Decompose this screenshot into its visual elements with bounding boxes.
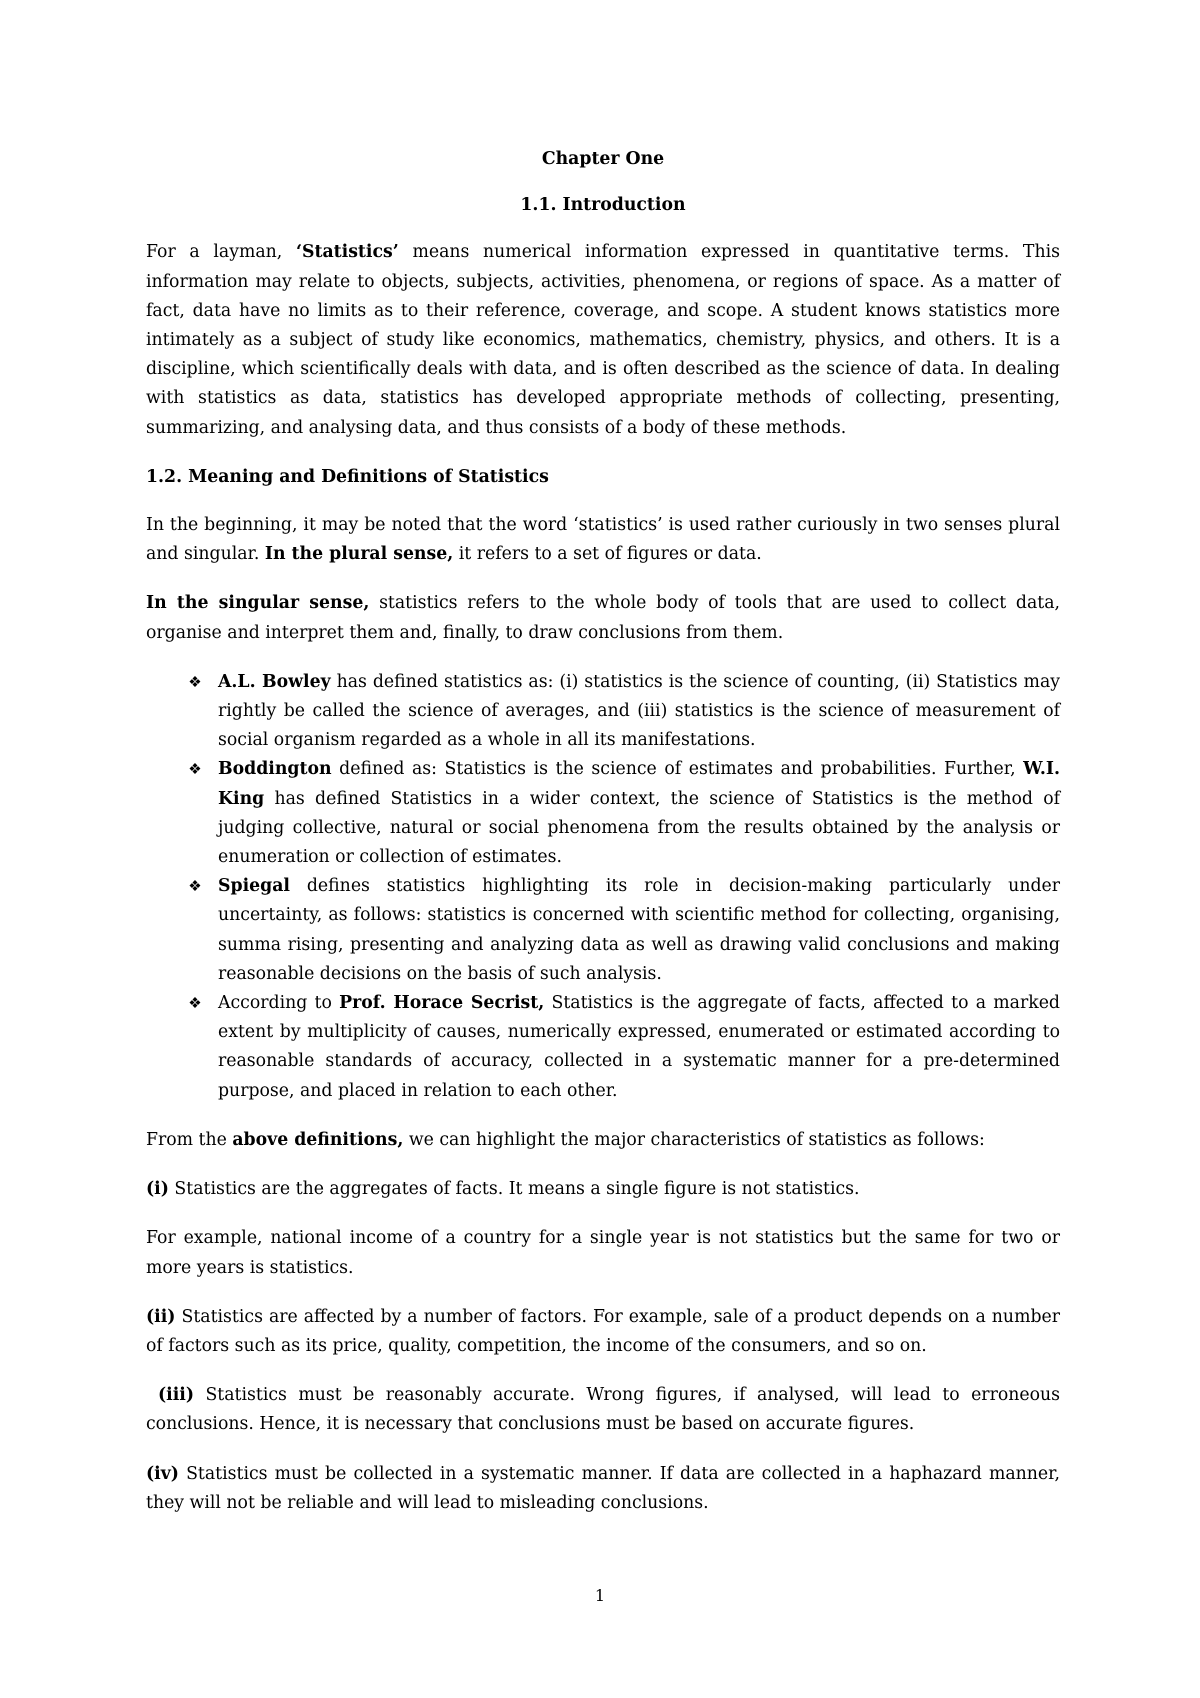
definition-item	[146, 872, 1060, 989]
characteristic-label: (ii)	[146, 1306, 176, 1327]
characteristic-text: Statistics are affected by a number of factors. For example, sale of a product depends on a number of factors such as its price, quality, competition, the income of the consumers, and so on.	[146, 1306, 1060, 1356]
definitions-list	[146, 668, 1060, 1106]
characteristic-text: Statistics must be reasonably accurate. Wrong figures, if analysed, will lead to erroneous conclusions. Hence, it is necessary that conclusions must be based on accurate figures.	[146, 1385, 1060, 1435]
characteristics-intro-pre: From the	[146, 1129, 233, 1150]
characteristics-intro-bold: above definitions,	[232, 1129, 404, 1150]
singular-sense-term: In the singular sense,	[146, 593, 370, 614]
plural-sense-term: In the plural sense,	[264, 544, 454, 565]
characteristic-i	[146, 1175, 1060, 1204]
definition-author: W.I. King	[218, 759, 1060, 809]
intro-term: ‘Statistics’	[295, 242, 399, 263]
definition-text: defines statistics highlighting its role in decision-making particularly under uncertainty, as follows: statistics is concerned with scientific method for collecting, organising, summa rising, presenting and analyzing data as well as drawing valid conclusions and making reasonable decisions on the basis of such analysis.	[218, 876, 1060, 984]
definition-text: has defined statistics as: (i) statistics is the science of counting, (ii) Statistics may rightly be called the science of averages, and (iii) statistics is the science of measurement of social organism regarded as a whole in all its manifestations.	[218, 671, 1061, 751]
diamond-bullet-icon: ❖	[188, 877, 202, 896]
characteristic-iv	[146, 1460, 1060, 1518]
intro-rest: means numerical information expressed in quantitative terms. This information may relate to objects, subjects, activities, phenomena, or regions of space. As a matter of fact, data have no limits as to their reference, coverage, and scope. A student knows statistics more intimately as a subject of study like economics, mathematics, chemistry, physics, and others. It is a discipline, which scientifically deals with data, and is often described as the science of data. In dealing with statistics as data, statistics has developed appropriate methods of collecting, presenting, summarizing, and analysing data, and thus consists of a body of these methods.	[146, 242, 1060, 438]
diamond-bullet-icon: ❖	[188, 994, 202, 1013]
diamond-bullet-icon: ❖	[188, 672, 202, 691]
meaning-paragraph-2	[146, 589, 1060, 647]
characteristic-iii	[146, 1381, 1060, 1439]
characteristic-text: Statistics are the aggregates of facts. It means a single figure is not statistics.	[168, 1179, 860, 1200]
characteristics-intro	[146, 1126, 1060, 1155]
characteristic-text: Statistics must be collected in a systematic manner. If data are collected in a haphazard manner, they will not be reliable and will lead to misleading conclusions.	[146, 1463, 1060, 1513]
definition-text: has defined Statistics in a wider context, the science of Statistics is the method of judging collective, natural or social phenomena from the results obtained by the analysis or enumeration or collection of estimates.	[218, 788, 1060, 868]
page-content	[146, 145, 1060, 1538]
meaning-p1-tail: it refers to a set of figures or data.	[453, 544, 762, 565]
definition-item	[146, 668, 1060, 756]
characteristic-example: For example, national income of a country for a single year is not statistics but the same for two or more years is statistics.	[146, 1228, 1060, 1278]
definition-text: defined as: Statistics is the science of estimates and probabilities. Further,	[331, 759, 1024, 780]
characteristic-label: (i)	[146, 1179, 169, 1200]
definition-text: Statistics is the aggregate of facts, affected to a marked extent by multiplicity of causes, numerically expressed, enumerated or estimated according to reasonable standards of accuracy, collected in a systematic manner for a pre-determined purpose, and placed in relation to each other.	[218, 993, 1060, 1101]
diamond-bullet-icon: ❖	[188, 760, 202, 779]
definition-item	[146, 755, 1060, 872]
definition-author: Prof. Horace Secrist,	[339, 993, 545, 1014]
meaning-paragraph-1	[146, 511, 1060, 569]
characteristic-ii	[146, 1303, 1060, 1361]
intro-paragraph	[146, 238, 1060, 442]
meaning-p2-text: statistics refers to the whole body of tools that are used to collect data, organise and interpret them and, finally, to draw conclusions from them.	[146, 593, 1061, 643]
chapter-title: Chapter One	[541, 149, 665, 169]
definition-item	[146, 989, 1060, 1106]
meaning-p1-text: In the beginning, it may be noted that the word ‘statistics’ is used rather curiously in two senses plural and singular.	[146, 515, 1060, 565]
characteristic-label: (iii)	[158, 1385, 195, 1406]
definition-author: Spiegal	[218, 876, 290, 897]
section-title-meaning: 1.2. Meaning and Definitions of Statistics	[146, 466, 549, 487]
definition-pre: According to	[218, 993, 340, 1014]
definition-author: Boddington	[218, 759, 332, 780]
characteristics-intro-post: we can highlight the major characteristics of statistics as follows:	[403, 1129, 985, 1150]
characteristic-label: (iv)	[146, 1463, 179, 1484]
intro-lead: For a layman,	[146, 242, 296, 263]
page-number: 1	[594, 1586, 606, 1605]
section-title-introduction: 1.1. Introduction	[520, 195, 686, 216]
definition-author: A.L. Bowley	[218, 671, 331, 692]
